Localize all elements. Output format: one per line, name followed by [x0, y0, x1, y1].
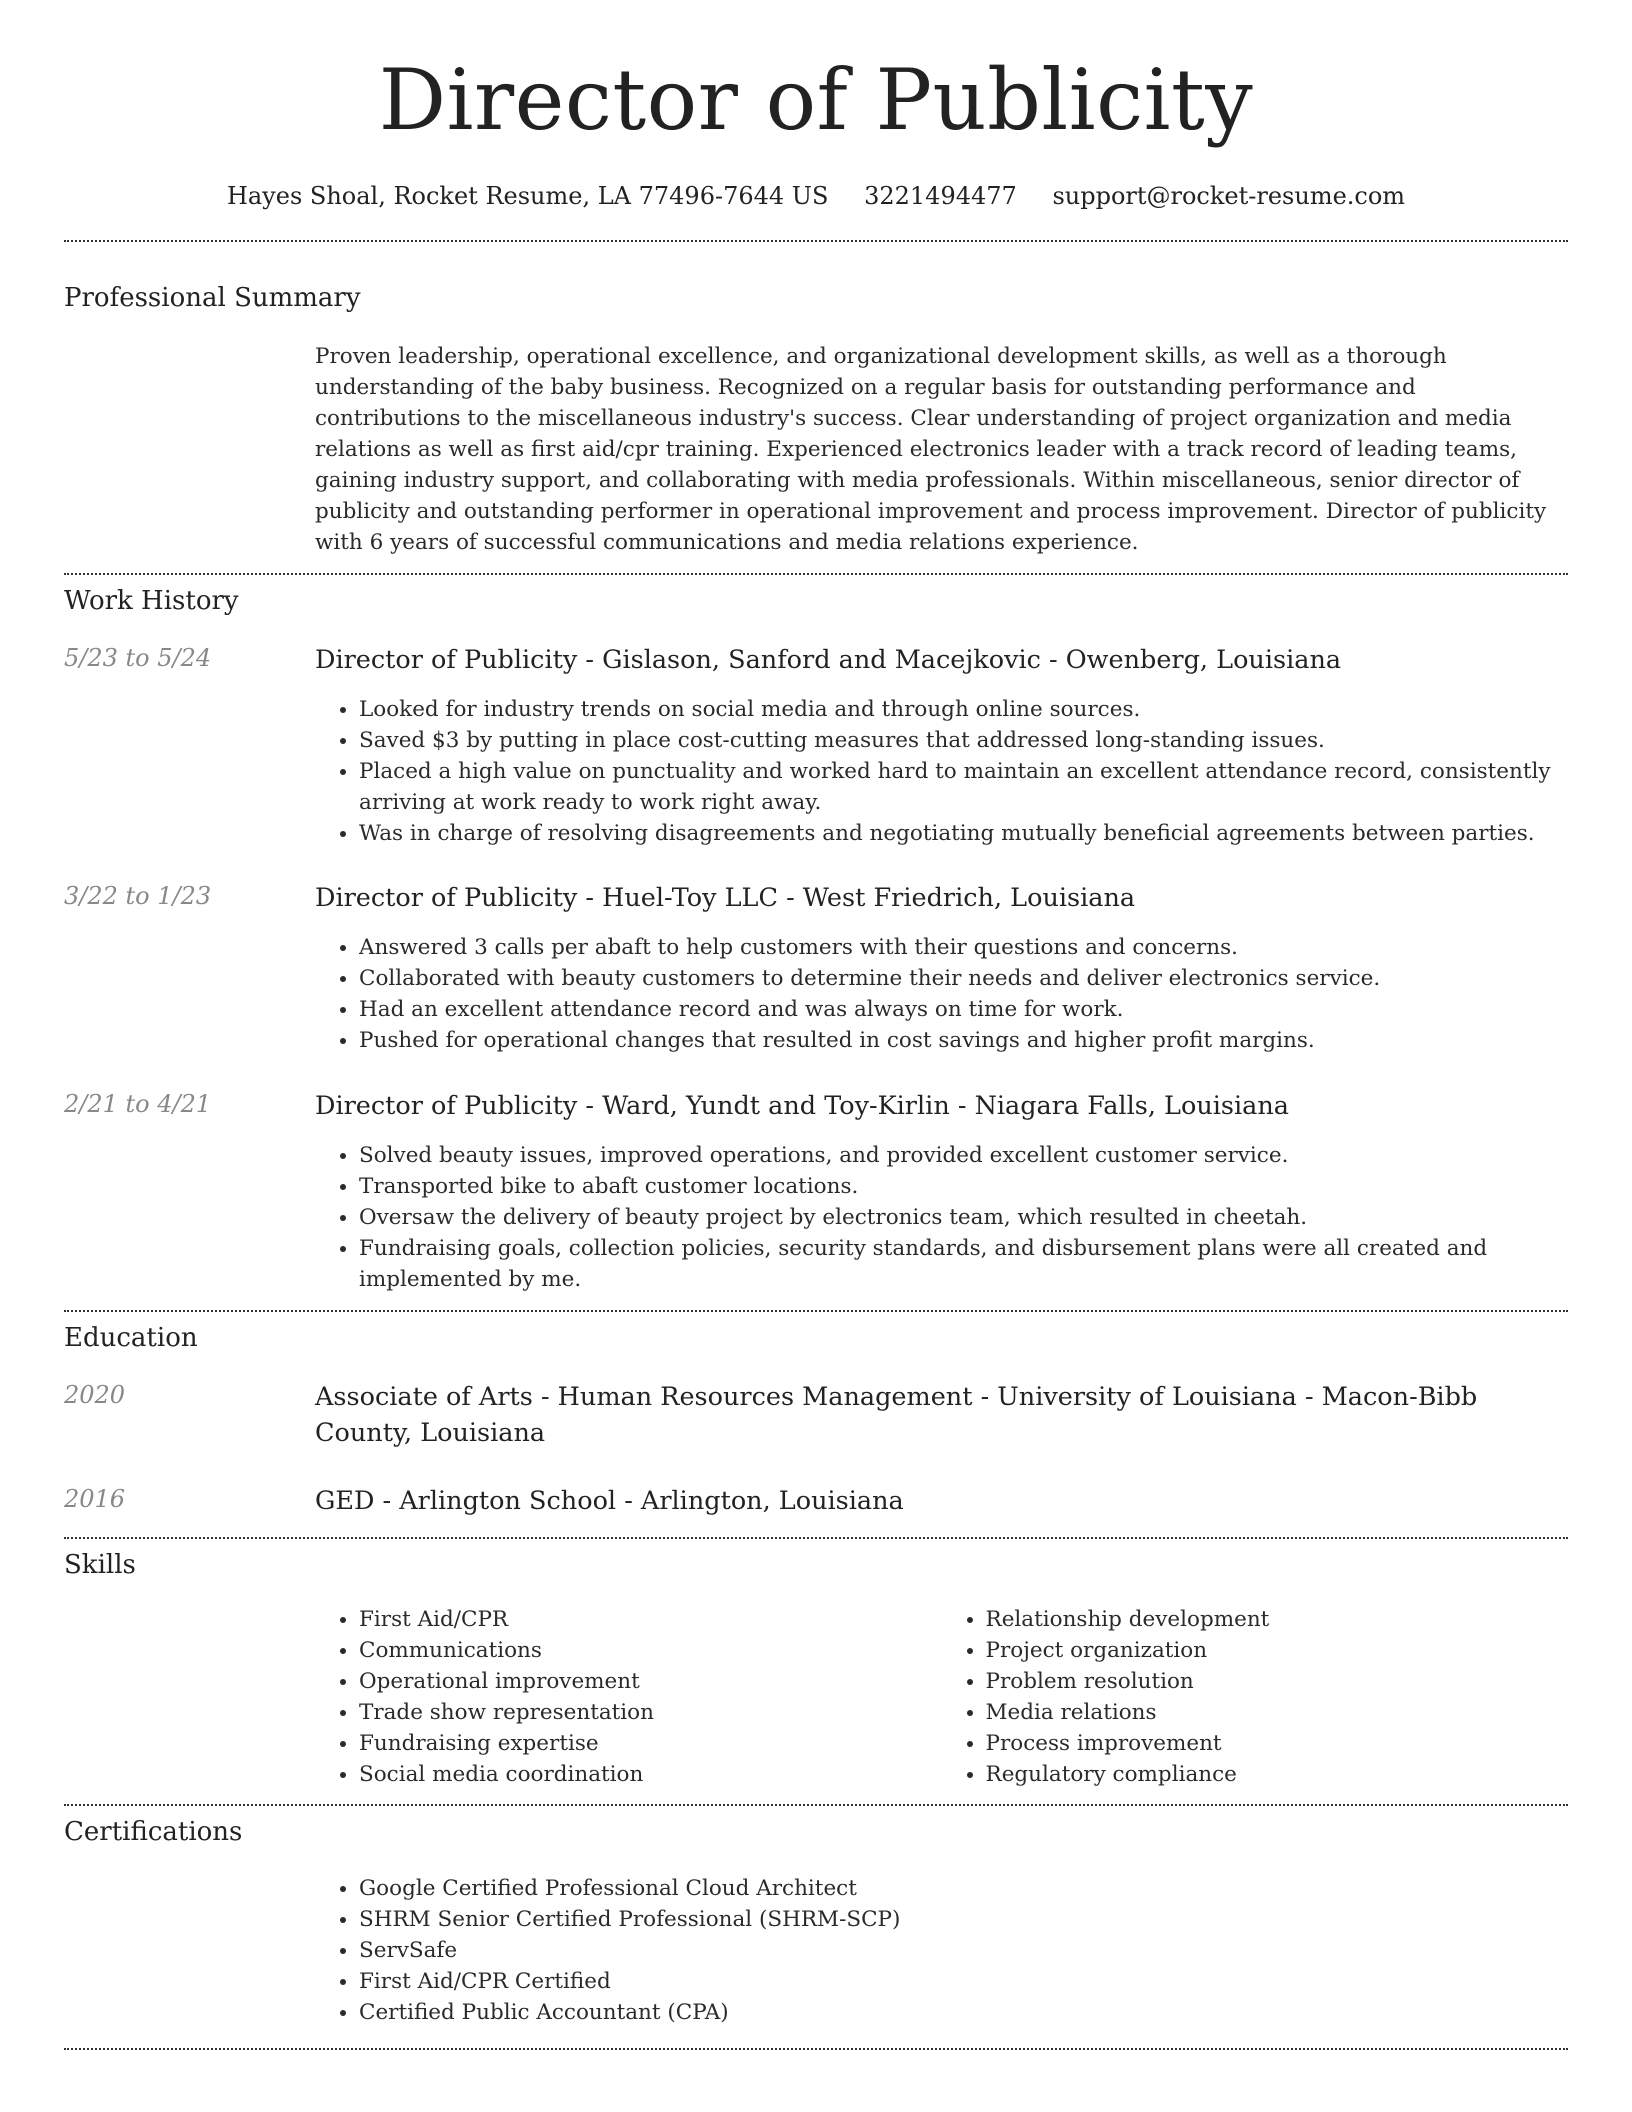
education-entry: GED - Arlington School - Arlington, Louisiana — [315, 1486, 904, 1516]
section-divider — [64, 1310, 1568, 1312]
list-item: • Pushed for operational changes that resulted in cost savings and higher profit margins. — [359, 1025, 1568, 1056]
list-item: • Google Certified Professional Cloud Architect — [359, 1873, 1568, 1904]
job-heading: Director of Publicity - Huel-Toy LLC - West Friedrich, Louisiana — [315, 883, 1136, 913]
list-item: • Fundraising goals, collection policies, security standards, and disbursement plans were all created and implemented by me. — [359, 1233, 1568, 1295]
job-dates: 3/22 to 1/23 — [64, 882, 212, 910]
list-item: • Communications — [359, 1635, 942, 1666]
list-item: • Was in charge of resolving disagreements and negotiating mutually beneficial agreements between parties. — [359, 818, 1568, 849]
list-item: • Problem resolution — [986, 1666, 1569, 1697]
skills-column-left — [315, 1604, 942, 1790]
list-item: • First Aid/CPR Certified — [359, 1966, 1568, 1997]
list-item: • Process improvement — [986, 1728, 1569, 1759]
list-item: • First Aid/CPR — [359, 1604, 942, 1635]
summary-title: Professional Summary — [64, 283, 361, 313]
section-divider — [64, 573, 1568, 575]
education-title: Education — [64, 1323, 198, 1353]
job-bullets — [315, 694, 1568, 849]
education-year: 2020 — [64, 1381, 126, 1409]
list-item: • Project organization — [986, 1635, 1569, 1666]
list-item: • Certified Public Accountant (CPA) — [359, 1997, 1568, 2028]
list-item: • Media relations — [986, 1697, 1569, 1728]
contact-email: support@rocket-resume.com — [1052, 182, 1406, 210]
section-divider — [64, 1537, 1568, 1539]
contact-address: Hayes Shoal, Rocket Resume, LA 77496-7644 US — [226, 182, 829, 210]
job-bullets — [315, 932, 1568, 1056]
work-history-title: Work History — [64, 586, 239, 616]
list-item: • Oversaw the delivery of beauty project by electronics team, which resulted in cheetah. — [359, 1202, 1568, 1233]
list-item: • Saved $3 by putting in place cost-cutting measures that addressed long-standing issues. — [359, 725, 1568, 756]
certifications-title: Certifications — [64, 1817, 243, 1847]
education-entry: Associate of Arts - Human Resources Management - University of Louisiana - Macon-Bibb County, Louisiana — [315, 1382, 1478, 1448]
resume-name: Director of Publicity — [378, 51, 1254, 149]
list-item: • Trade show representation — [359, 1697, 942, 1728]
job-bullets — [315, 1140, 1568, 1295]
resume-header — [0, 0, 1632, 210]
section-divider — [64, 2048, 1568, 2050]
skills-column-right — [942, 1604, 1569, 1790]
job-dates: 5/23 to 5/24 — [64, 644, 212, 672]
skills-title: Skills — [64, 1550, 136, 1580]
list-item: • Transported bike to abaft customer locations. — [359, 1171, 1568, 1202]
list-item: • Fundraising expertise — [359, 1728, 942, 1759]
section-divider — [64, 1804, 1568, 1806]
list-item: • Regulatory compliance — [986, 1759, 1569, 1790]
list-item: • Operational improvement — [359, 1666, 942, 1697]
list-item: • Collaborated with beauty customers to determine their needs and deliver electronics service. — [359, 963, 1568, 994]
list-item: • Answered 3 calls per abaft to help customers with their questions and concerns. — [359, 932, 1568, 963]
certifications-list — [315, 1873, 1568, 2028]
education-year: 2016 — [64, 1485, 126, 1513]
list-item: • SHRM Senior Certified Professional (SHRM-SCP) — [359, 1904, 1568, 1935]
list-item: • Relationship development — [986, 1604, 1569, 1635]
summary-text: Proven leadership, operational excellence, and organizational development skills, as well as a thorough understanding of the baby business. Recognized on a regular basis for outstanding performance and contributions to the miscellaneous industry's success. Clear understanding of project organization and media relations as well as first aid/cpr training. Experienced electronics leader with a track record of leading teams, gaining industry support, and collaborating with media professionals. Within miscellaneous, senior director of publicity and outstanding performer in operational improvement and process improvement. Director of publicity with 6 years of successful communications and media relations experience. — [315, 344, 1547, 555]
job-heading: Director of Publicity - Ward, Yundt and Toy-Kirlin - Niagara Falls, Louisiana — [315, 1091, 1289, 1121]
contact-line — [0, 182, 1632, 210]
list-item: • Solved beauty issues, improved operations, and provided excellent customer service. — [359, 1140, 1568, 1171]
list-item: • Social media coordination — [359, 1759, 942, 1790]
list-item: • ServSafe — [359, 1935, 1568, 1966]
section-divider — [64, 240, 1568, 242]
list-item: • Placed a high value on punctuality and worked hard to maintain an excellent attendance record, consistently arriving at work ready to work right away. — [359, 756, 1568, 818]
skills-list — [315, 1604, 1568, 1790]
list-item: • Looked for industry trends on social media and through online sources. — [359, 694, 1568, 725]
list-item: • Had an excellent attendance record and was always on time for work. — [359, 994, 1568, 1025]
contact-phone: 3221494477 — [864, 182, 1017, 210]
job-heading: Director of Publicity - Gislason, Sanford and Macejkovic - Owenberg, Louisiana — [315, 645, 1342, 675]
job-dates: 2/21 to 4/21 — [64, 1090, 212, 1118]
